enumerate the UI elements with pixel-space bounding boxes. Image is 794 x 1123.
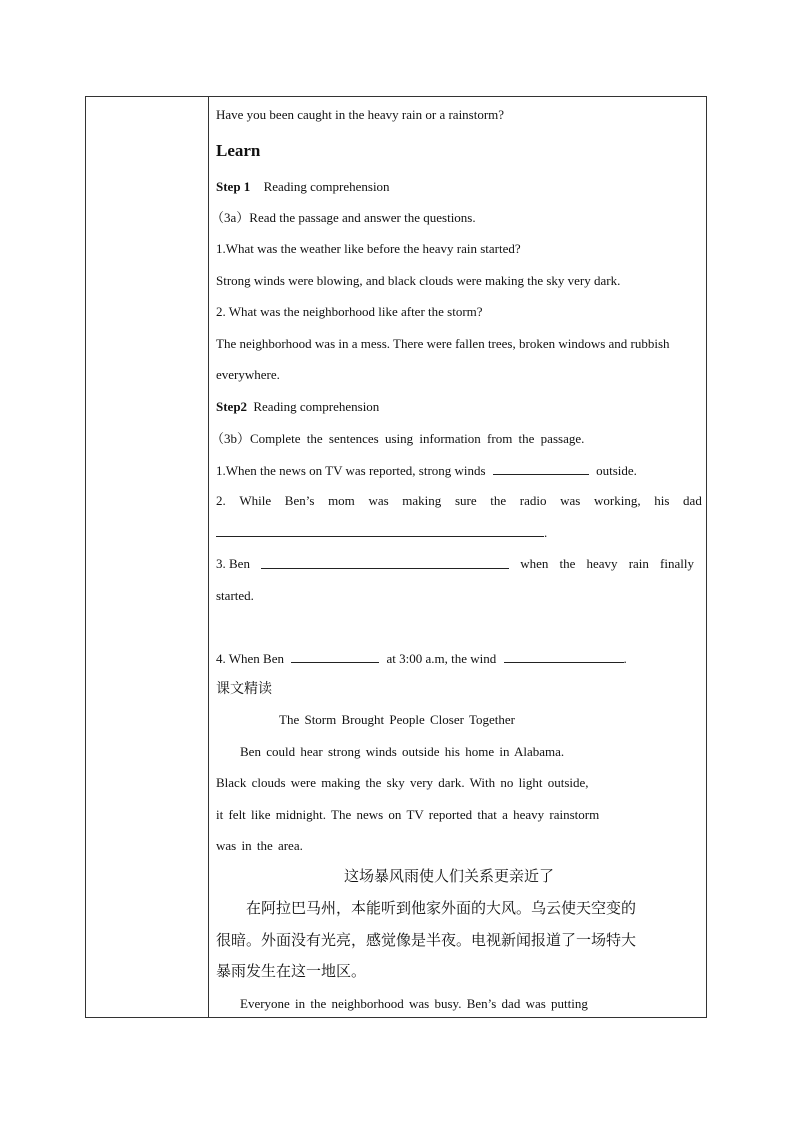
question-1: 1.What was the weather like before the heavy rain started? bbox=[216, 241, 521, 256]
worksheet-table bbox=[85, 96, 707, 1018]
sentence-3-start: 3. Ben bbox=[216, 556, 250, 571]
answer-2-line2: everywhere. bbox=[216, 367, 280, 382]
passage-line: Black clouds were making the sky very dark. With no light outside, bbox=[216, 775, 589, 790]
step1-line bbox=[216, 179, 390, 195]
sentence-4-start: 4. When Ben bbox=[216, 651, 284, 666]
s2-word: dad bbox=[683, 493, 702, 508]
sentence-2-line2 bbox=[216, 524, 547, 541]
sentence-4 bbox=[216, 650, 627, 667]
passage-title-en: The Storm Brought People Closer Together bbox=[279, 712, 515, 727]
intro-question: Have you been caught in the heavy rain or a rainstorm? bbox=[216, 107, 505, 122]
step2-text: Reading comprehension bbox=[253, 399, 380, 414]
sentence-2-end: . bbox=[544, 525, 548, 540]
content-cell bbox=[209, 97, 706, 1017]
sentence-4-middle: at 3:00 a.m, the wind bbox=[386, 651, 497, 666]
answer-2-line1: The neighborhood was in a mess. There were fallen trees, broken windows and rubbish bbox=[216, 336, 670, 351]
answer-1: Strong winds were blowing, and black clouds were making the sky very dark. bbox=[216, 273, 621, 288]
s2-word: sure bbox=[454, 493, 477, 508]
s3-word: the bbox=[559, 556, 576, 571]
s2-word: radio bbox=[519, 493, 547, 508]
passage-line: Ben could hear strong winds outside his home in Alabama. bbox=[240, 744, 565, 759]
sentence-4-blank-2[interactable] bbox=[504, 650, 624, 663]
learn-heading: Learn bbox=[216, 141, 261, 160]
s2-word: 2. bbox=[216, 493, 226, 508]
sentence-3-line1 bbox=[216, 556, 694, 572]
sentence-2-blank[interactable] bbox=[216, 524, 544, 537]
passage-line: was in the area. bbox=[216, 838, 303, 853]
task-3a: （3a）Read the passage and answer the questions. bbox=[211, 210, 476, 225]
question-2: 2. What was the neighborhood like after the storm? bbox=[216, 304, 483, 319]
sentence-1-start: 1.When the news on TV was reported, strong winds bbox=[216, 463, 486, 478]
s2-word: was bbox=[368, 493, 389, 508]
passage-line-cn: 在阿拉巴马州，本能听到他家外面的大风。乌云使天空变的 bbox=[246, 899, 637, 917]
s2-word: While bbox=[239, 493, 272, 508]
sentence-3-blank[interactable] bbox=[261, 556, 509, 569]
s3-word: rain bbox=[628, 556, 649, 571]
passage-line: Everyone in the neighborhood was busy. Ben’s dad was putting bbox=[240, 996, 588, 1011]
sentence-4-end: . bbox=[623, 651, 627, 666]
s2-word: was bbox=[560, 493, 581, 508]
s2-word: his bbox=[654, 493, 670, 508]
passage-title-cn: 这场暴风雨使人们关系更亲近了 bbox=[344, 867, 555, 885]
s2-word: the bbox=[490, 493, 507, 508]
s3-word: heavy bbox=[586, 556, 618, 571]
sentence-1 bbox=[216, 462, 637, 479]
task-3b: （3b）Complete the sentences using information from the passage. bbox=[211, 431, 585, 446]
sentence-1-end: outside. bbox=[596, 463, 637, 478]
step1-label: Step 1 bbox=[216, 179, 251, 194]
passage-line-cn: 暴雨发生在这一地区。 bbox=[216, 962, 367, 980]
s2-word: working, bbox=[594, 493, 641, 508]
passage-line: it felt like midnight. The news on TV reported that a heavy rainstorm bbox=[216, 807, 600, 822]
step1-text: Reading comprehension bbox=[263, 179, 390, 194]
s2-word: Ben’s bbox=[284, 493, 315, 508]
s2-word: mom bbox=[328, 493, 355, 508]
passage-line-cn: 很暗。外面没有光亮，感觉像是半夜。电视新闻报道了一场特大 bbox=[216, 931, 637, 949]
step2-line bbox=[216, 399, 379, 415]
sentence-4-blank-1[interactable] bbox=[291, 650, 379, 663]
s3-word: finally bbox=[660, 556, 694, 571]
sentence-1-blank[interactable] bbox=[493, 462, 589, 475]
sentence-3-line2: started. bbox=[216, 588, 254, 603]
s3-word: when bbox=[520, 556, 549, 571]
section-title-cn: 课文精读 bbox=[216, 681, 272, 697]
left-column-cell bbox=[86, 97, 209, 1017]
step2-label: Step2 bbox=[216, 399, 248, 414]
sentence-2-line1 bbox=[216, 493, 702, 509]
s2-word: making bbox=[402, 493, 442, 508]
